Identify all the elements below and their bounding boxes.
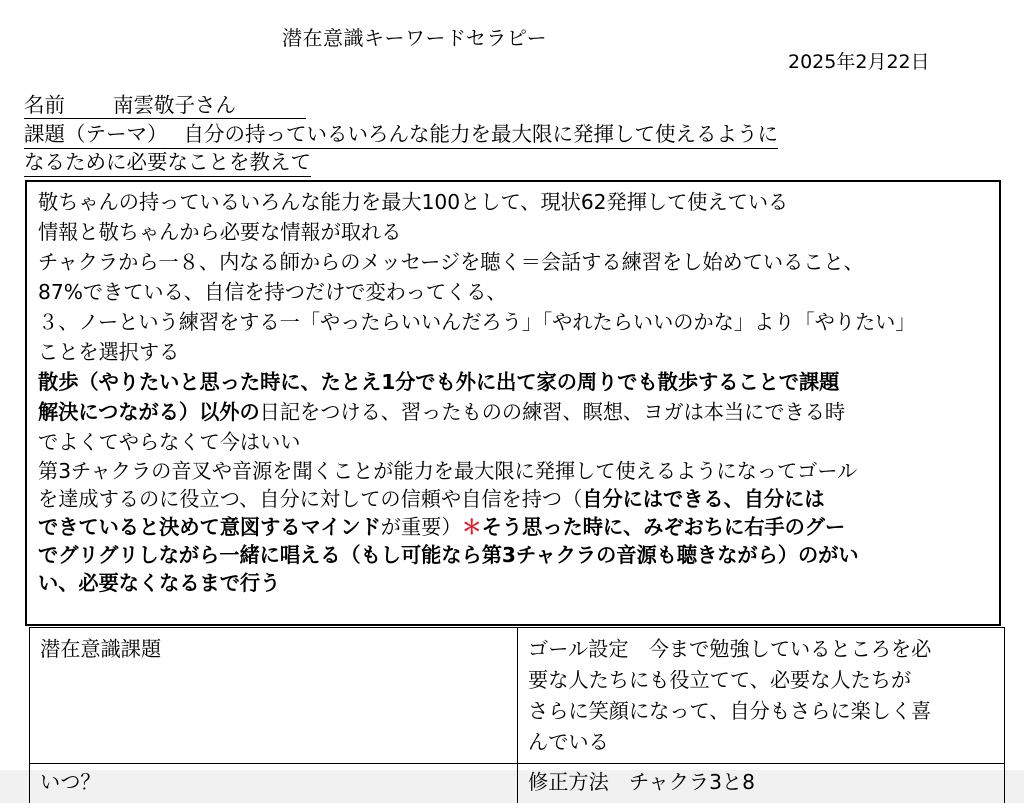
goal-text-line: ゴール設定 今まで勉強しているところを必 — [528, 637, 932, 661]
finding-line: ことを選択する — [38, 340, 180, 364]
document-title: 潜在意識キーワードセラピー — [282, 26, 548, 50]
finding-line: でグリグリしながら一緒に唱える（もし可能なら第3チャクラの音源も聴きながら）のがい — [38, 543, 859, 567]
subconscious-topic-label: 潜在意識課題 — [40, 637, 162, 661]
asterisk-mark: ＊ — [461, 515, 482, 539]
finding-line: 情報と敬ちゃんから必要な情報が取れる — [38, 220, 402, 244]
fix-method-text: 修正方法 チャクラ3と8 — [528, 770, 755, 794]
plain-text: が重要） — [380, 515, 462, 539]
client-name: 南雲敬子さん — [113, 93, 236, 117]
goal-text-line: さらに笑顔になって、自分もさらに楽しく喜 — [528, 699, 932, 723]
subconscious-topic-cell — [30, 628, 518, 764]
goal-text-line: んでいる — [528, 730, 609, 754]
finding-line: チャクラから一８、内なる師からのメッセージを聴く＝会話する練習をし始めていること、 — [38, 250, 864, 274]
finding-line: 敬ちゃんの持っているいろんな能力を最大100として、現状62発揮して使えている — [38, 190, 789, 214]
topic-text-2: なるために必要なことを教えて — [24, 150, 311, 174]
table-row — [30, 628, 1005, 764]
finding-line — [38, 485, 989, 513]
bold-text: 自分にはできる、自分には — [582, 487, 825, 511]
plain-text: 日記をつける、習ったものの練習、瞑想、ヨガは本当にできる時 — [259, 400, 846, 424]
finding-line: 第3チャクラの音叉や音源を聞くことが能力を最大限に発揮して使えるようになってゴール — [38, 459, 858, 483]
topic-text-1: 自分の持っているいろんな能力を最大限に発揮して使えるように — [183, 122, 778, 146]
topic-line-2 — [24, 149, 311, 177]
table-row — [30, 764, 1005, 803]
finding-line — [38, 397, 989, 427]
finding-line: ３、ノーという練習をする一「やったらいいんだろう」「やれたらいいのかな」より「やりたい」 — [38, 310, 916, 334]
bold-text: そう思った時に、みぞおちに右手のグー — [481, 515, 846, 539]
topic-label: 課題（テーマ） — [24, 122, 168, 146]
goal-setting-cell — [518, 628, 1005, 764]
summary-table — [29, 627, 1005, 803]
finding-line: い、必要なくなるまで行う — [38, 571, 281, 595]
findings-box — [25, 180, 1001, 626]
finding-line: 87%できている、自信を持つだけで変わってくる、 — [38, 280, 507, 304]
plain-text: を達成するのに役立つ、自分に対しての信頼や自信を持つ（ — [38, 487, 583, 511]
when-cell — [30, 764, 518, 803]
name-label: 名前 — [24, 93, 65, 117]
bold-text: できていると決めて意図するマインド — [38, 515, 381, 539]
topic-block — [24, 121, 778, 177]
fix-method-cell — [518, 764, 1005, 803]
finding-line: 散歩（やりたいと思った時に、たとえ1分でも外に出て家の周りでも散歩することで課題 — [38, 370, 840, 394]
finding-line — [38, 513, 989, 541]
client-name-line — [24, 92, 306, 119]
finding-line: でよくてやらなくて今はいい — [38, 430, 301, 454]
topic-line-1 — [24, 121, 778, 149]
bold-text: 解決につながる）以外の — [38, 400, 260, 424]
goal-text-line: 要な人たちにも役立てて、必要な人たちが — [528, 668, 912, 692]
when-label: いつ？ — [40, 770, 101, 794]
document-date: 2025年2月22日 — [788, 51, 930, 73]
